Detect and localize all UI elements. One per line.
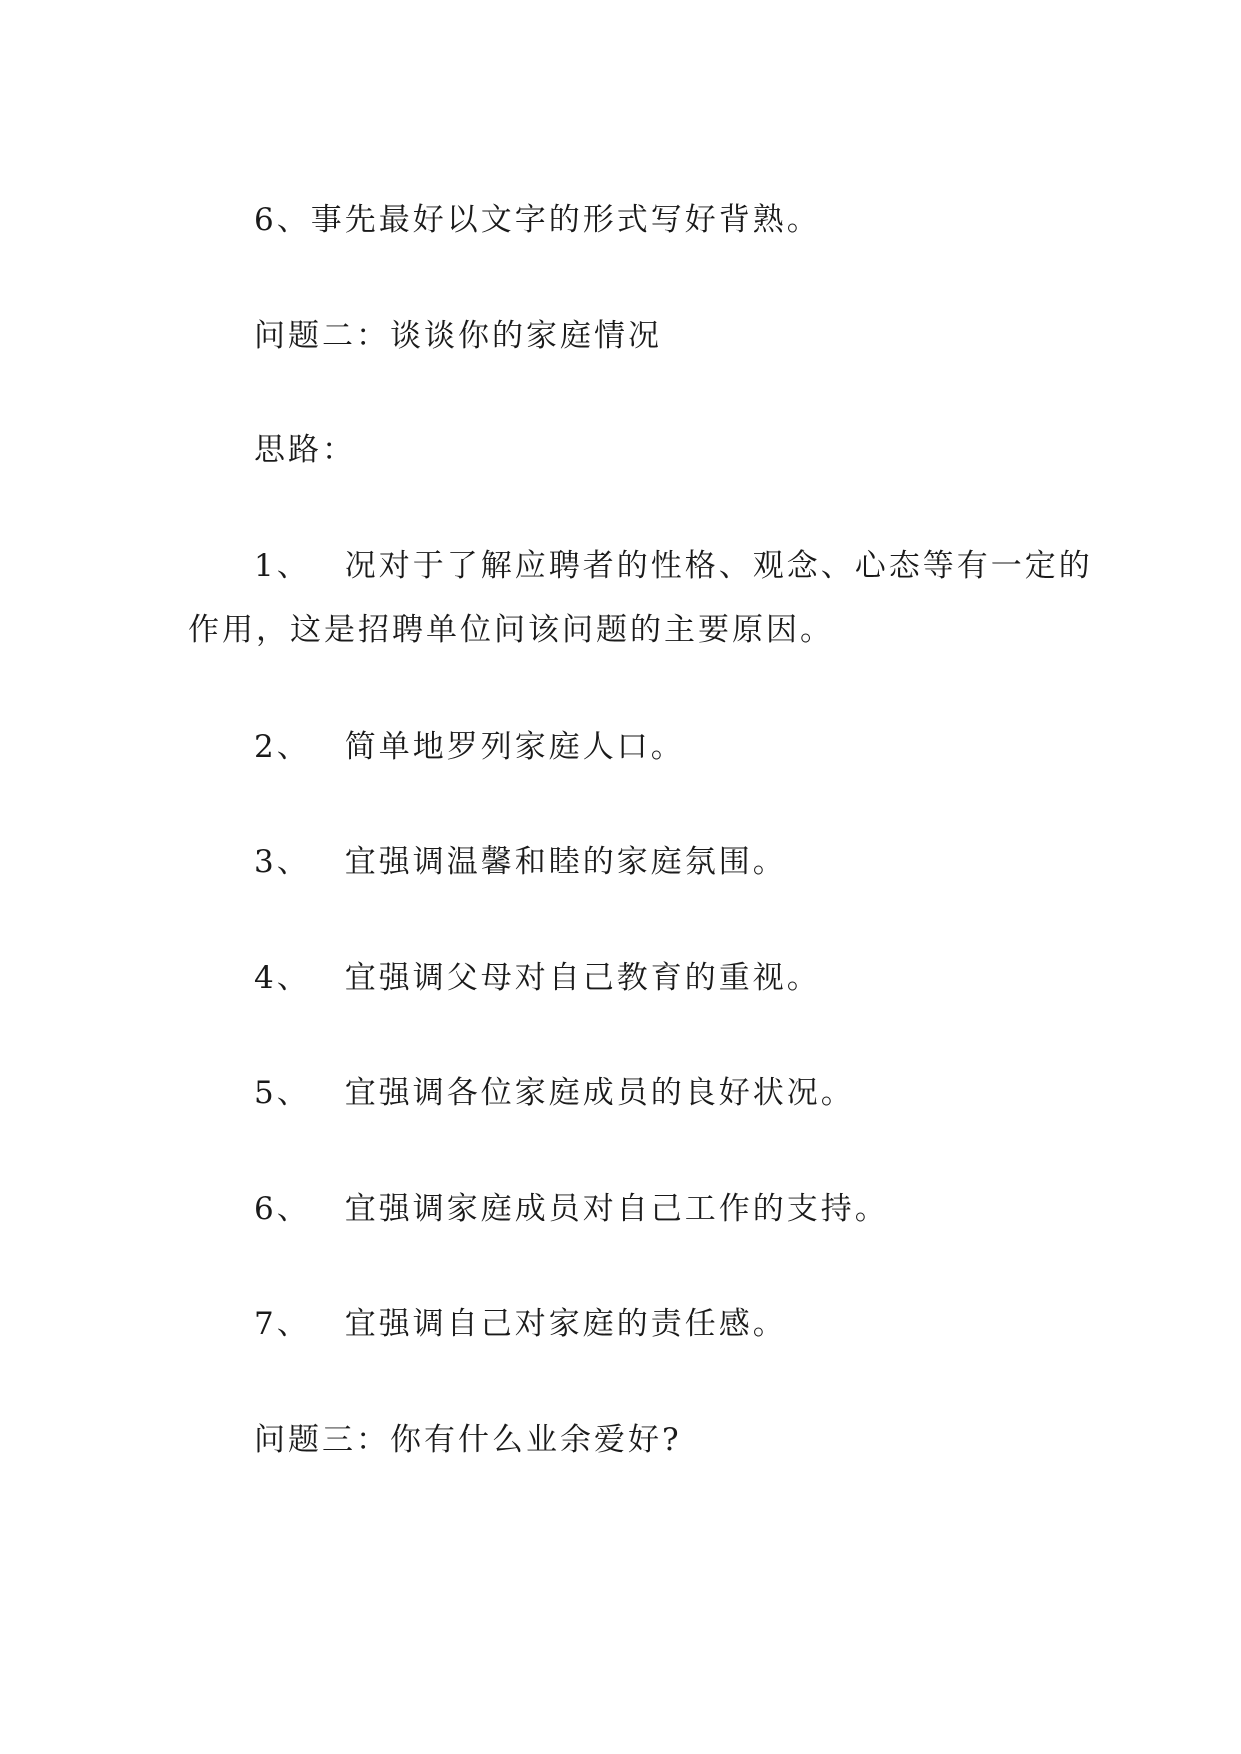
list-item bbox=[254, 1073, 855, 1113]
approach-text: 思路： bbox=[254, 432, 356, 468]
list-item-text: 宜强调父母对自己教育的重视。 bbox=[344, 960, 821, 996]
list-item-number: 3、 bbox=[254, 844, 311, 880]
list-item-number: 1、 bbox=[254, 548, 311, 584]
list-item bbox=[254, 842, 787, 882]
list-item-text: 宜强调家庭成员对自己工作的支持。 bbox=[344, 1191, 889, 1227]
list-item bbox=[254, 727, 685, 767]
question-heading bbox=[254, 1420, 682, 1460]
list-item-number: 7、 bbox=[254, 1306, 311, 1342]
list-item-number: 4、 bbox=[254, 960, 311, 996]
question-text: 问题二：谈谈你的家庭情况 bbox=[254, 318, 662, 354]
list-item-text: 况对于了解应聘者的性格、观念、心态等有一定的 bbox=[344, 548, 1093, 584]
list-item-number: 6、 bbox=[254, 1191, 311, 1227]
list-item-number: 5、 bbox=[254, 1075, 311, 1111]
list-item bbox=[254, 958, 821, 998]
approach-label bbox=[254, 430, 356, 470]
list-item-continuation bbox=[188, 610, 834, 650]
list-item-text: 作用，这是招聘单位问该问题的主要原因。 bbox=[188, 612, 834, 648]
question-text: 问题三：你有什么业余爱好? bbox=[254, 1422, 682, 1458]
list-item-text: 宜强调各位家庭成员的良好状况。 bbox=[344, 1075, 855, 1111]
paragraph-prep-tip bbox=[254, 200, 821, 240]
paragraph-text: 6、事先最好以文字的形式写好背熟。 bbox=[254, 202, 821, 238]
list-item bbox=[254, 1304, 787, 1344]
list-item bbox=[254, 546, 1093, 586]
list-item-text: 宜强调温馨和睦的家庭氛围。 bbox=[344, 844, 787, 880]
question-heading bbox=[254, 316, 662, 356]
list-item-text: 简单地罗列家庭人口。 bbox=[344, 729, 685, 765]
list-item bbox=[254, 1189, 889, 1229]
list-item-number: 2、 bbox=[254, 729, 311, 765]
list-item-text: 宜强调自己对家庭的责任感。 bbox=[344, 1306, 787, 1342]
